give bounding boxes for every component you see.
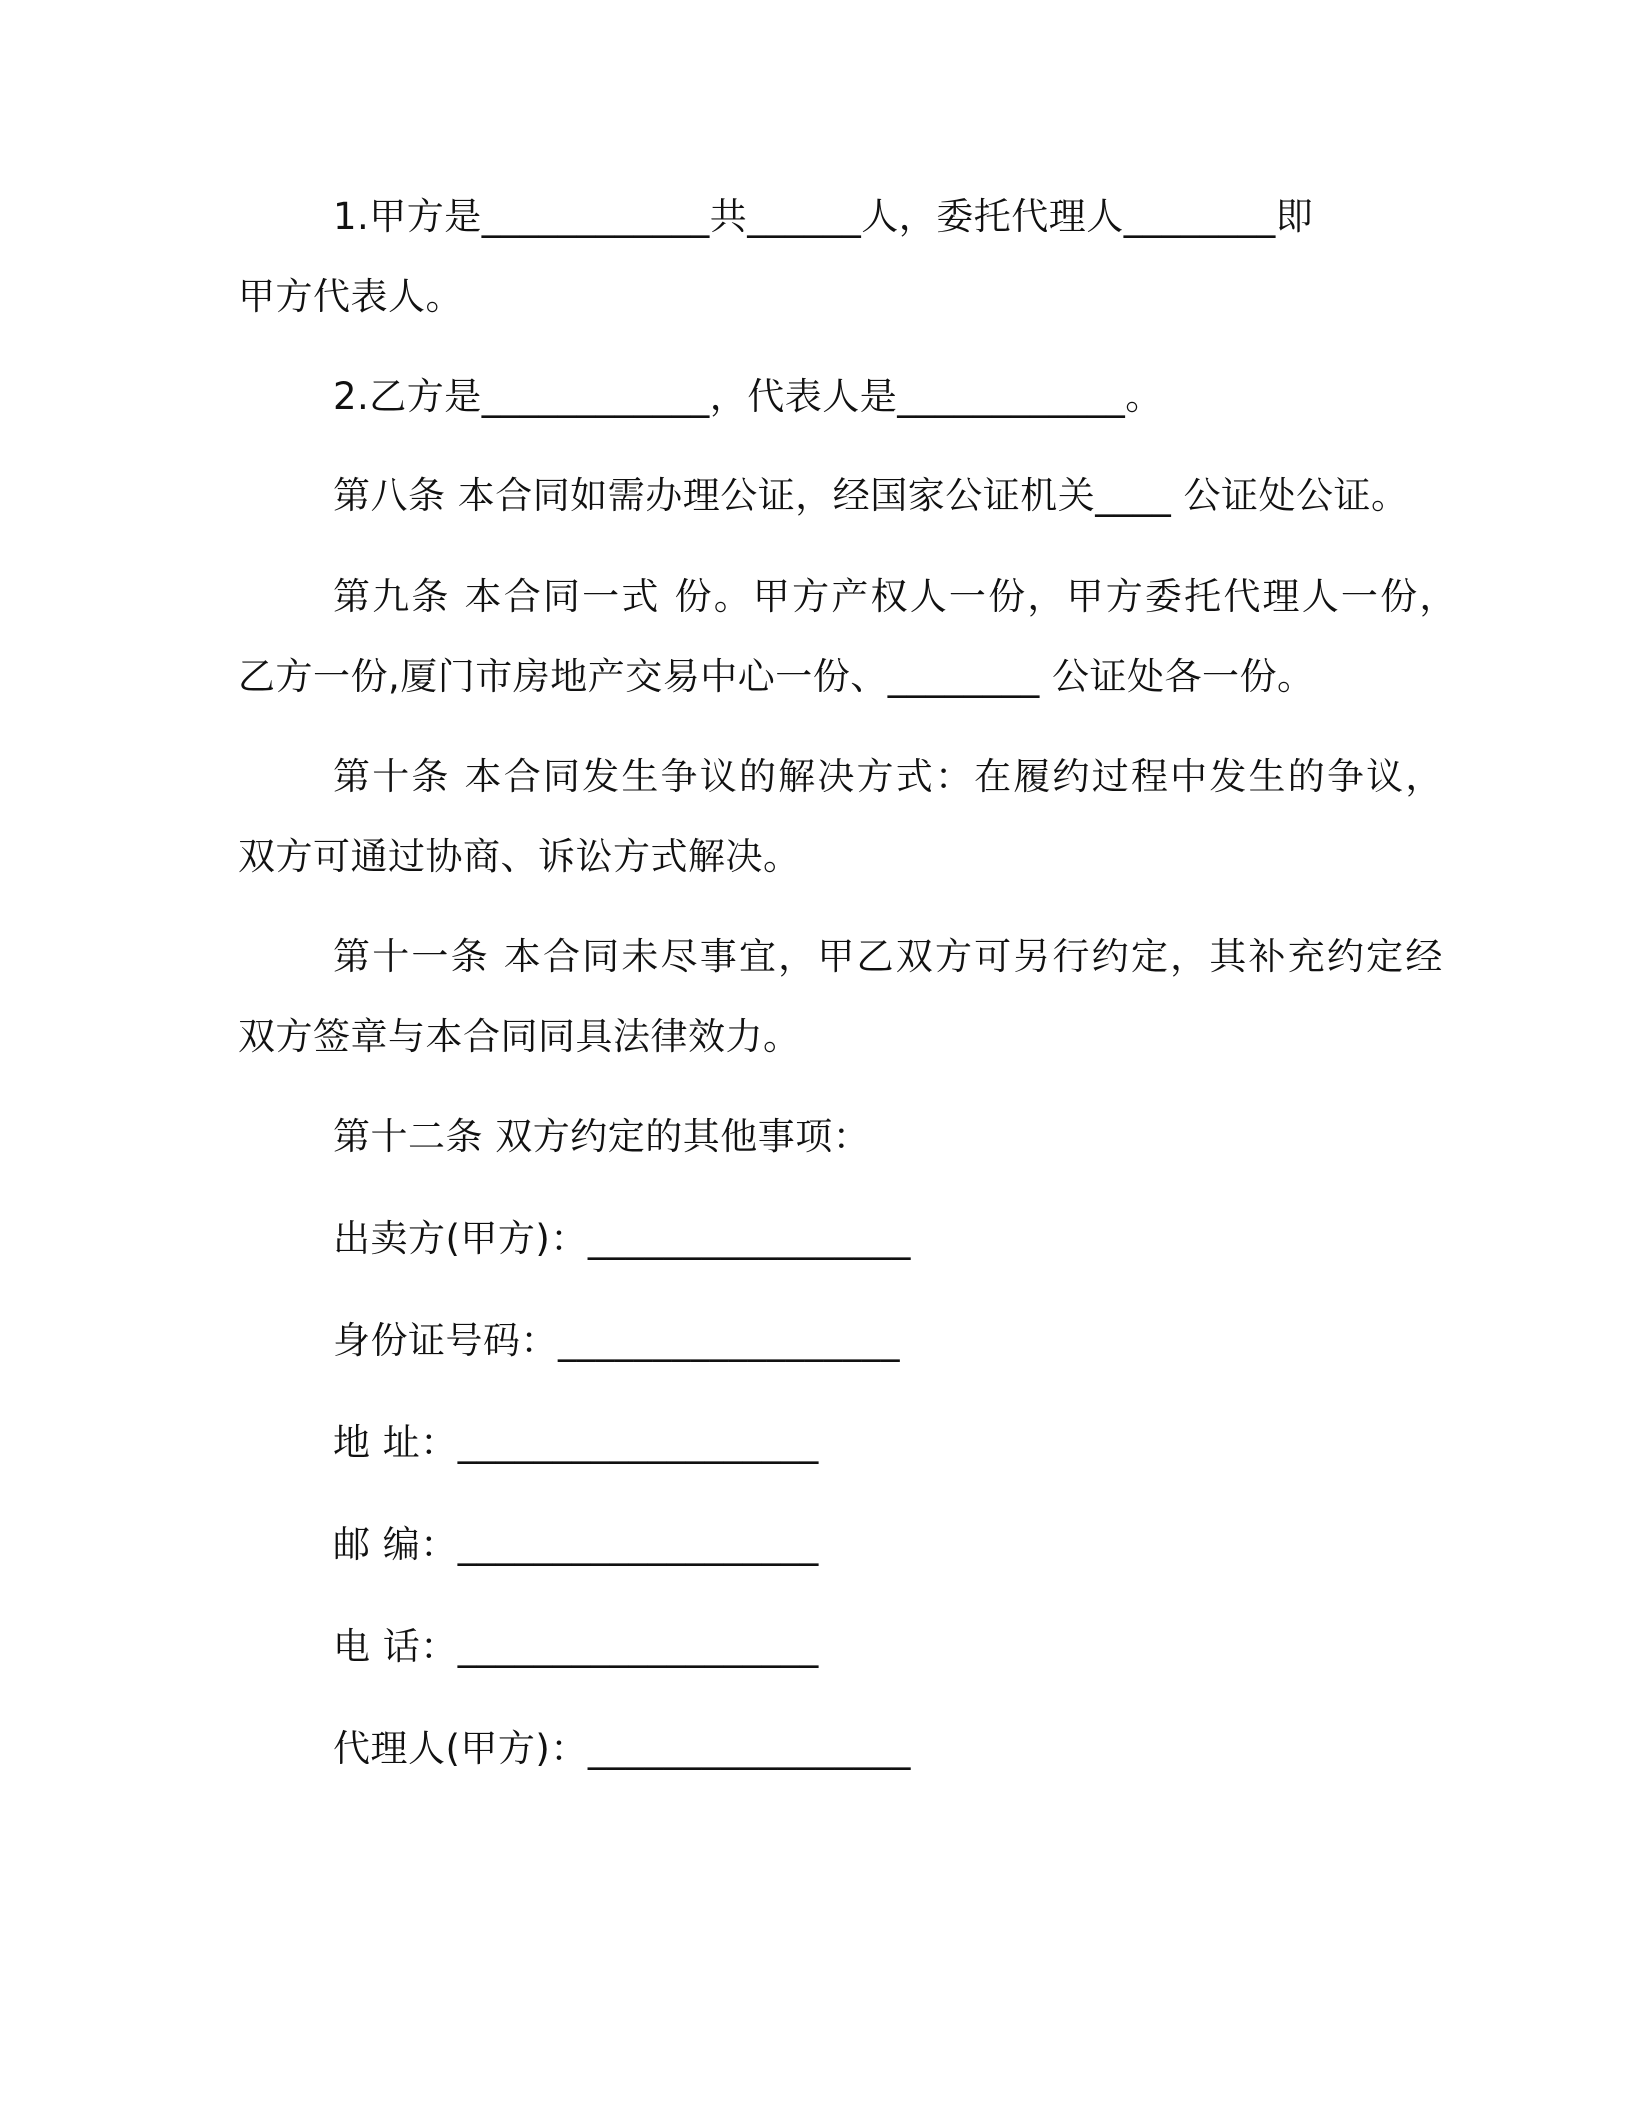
article-9-line1: 第九条 本合同一式 份。甲方产权人一份，甲方委托代理人一份， — [333, 575, 1459, 618]
id-number-field: 身份证号码：__________________ — [333, 1319, 900, 1362]
article-8: 第八条 本合同如需办理公证，经国家公证机关____ 公证处公证。 — [333, 474, 1409, 517]
article-11-line1: 第十一条 本合同未尽事宜，甲乙双方可另行约定，其补充约定经 — [333, 935, 1445, 978]
article-12: 第十二条 双方约定的其他事项： — [333, 1115, 871, 1158]
article-10-line2: 双方可通过协商、诉讼方式解决。 — [238, 835, 801, 878]
address-field: 地 址：___________________ — [333, 1421, 819, 1464]
clause-party-b: 2.乙方是____________，代表人是____________。 — [333, 375, 1163, 418]
article-9-line2: 乙方一份,厦门市房地产交易中心一份、________ 公证处各一份。 — [238, 655, 1315, 698]
postcode-field: 邮 编：___________________ — [333, 1523, 819, 1566]
clause-party-a-line1: 1.甲方是____________共______人，委托代理人________即 — [333, 195, 1314, 238]
agent-field: 代理人(甲方)：_________________ — [333, 1727, 911, 1770]
article-11-line2: 双方签章与本合同同具法律效力。 — [238, 1015, 801, 1058]
clause-party-a-line2: 甲方代表人。 — [238, 275, 463, 318]
phone-field: 电 话：___________________ — [333, 1625, 819, 1668]
seller-field: 出卖方(甲方)：_________________ — [333, 1217, 911, 1260]
article-10-line1: 第十条 本合同发生争议的解决方式：在履约过程中发生的争议， — [333, 755, 1445, 798]
